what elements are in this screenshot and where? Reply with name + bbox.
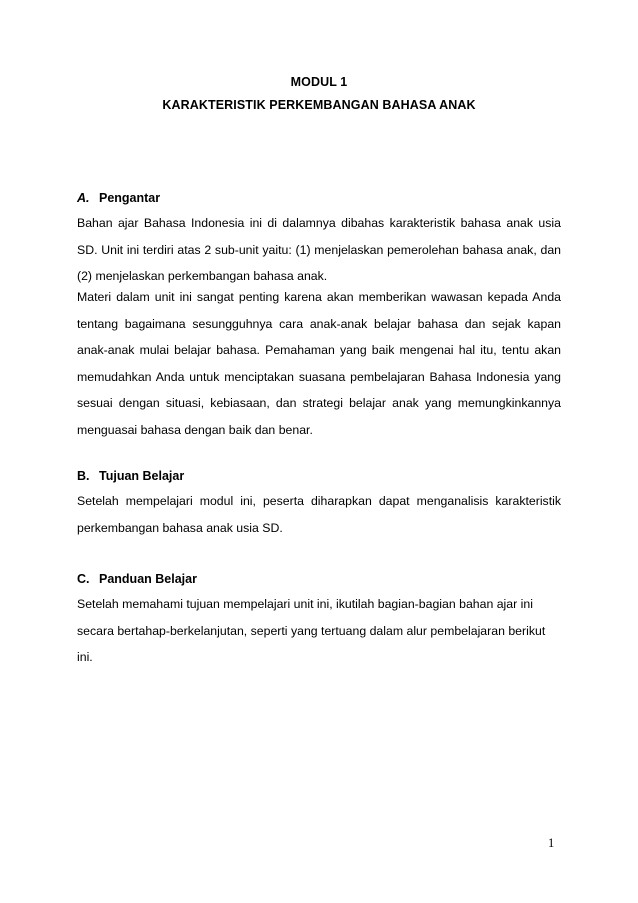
paragraph-panduan-belajar: Setelah memahami tujuan mempelajari unit ini, ikutilah bagian-bagian bahan ajar ini secara bertahap-berkelanjutan, seperti yang tertuang dalam alur pembelajaran berikut ini. (77, 597, 546, 664)
section-title: Tujuan Belajar (99, 469, 185, 483)
paragraph-pengantar-1: Bahan ajar Bahasa Indonesia ini di dalamnya dibahas karakteristik bahasa anak usia SD. Unit ini terdiri atas 2 sub-unit yaitu: (1) menjelaskan pemerolehan bahasa anak, dan (2) menjelaskan perkembangan bahasa anak. (77, 216, 561, 283)
module-title: KARAKTERISTIK PERKEMBANGAN BAHASA ANAK (162, 98, 476, 112)
page-number: 1 (548, 836, 555, 850)
module-number: MODUL 1 (290, 75, 348, 89)
section-letter: A. (77, 191, 90, 205)
section-heading-tujuan-belajar (77, 469, 184, 483)
section-title: Panduan Belajar (99, 572, 197, 586)
section-letter: B. (77, 469, 90, 483)
section-title: Pengantar (99, 191, 161, 205)
section-heading-panduan-belajar (77, 572, 197, 586)
section-letter: C. (77, 572, 90, 586)
section-heading-pengantar (77, 191, 160, 205)
paragraph-tujuan-belajar: Setelah mempelajari modul ini, peserta diharapkan dapat menganalisis karakteristik perkembangan bahasa anak usia SD. (77, 494, 561, 535)
paragraph-pengantar-2: Materi dalam unit ini sangat penting karena akan memberikan wawasan kepada Anda tentang bagaimana sesungguhnya cara anak-anak belajar bahasa dan sejak kapan anak-anak mulai belajar bahasa. Pemahaman yang baik mengenai hal itu, tentu akan memudahkan Anda untuk menciptakan suasana pembelajaran Bahasa Indonesia yang sesuai dengan situasi, kebiasaan, dan strategi belajar anak yang memungkinkannya menguasai bahasa dengan baik dan benar. (77, 290, 561, 437)
